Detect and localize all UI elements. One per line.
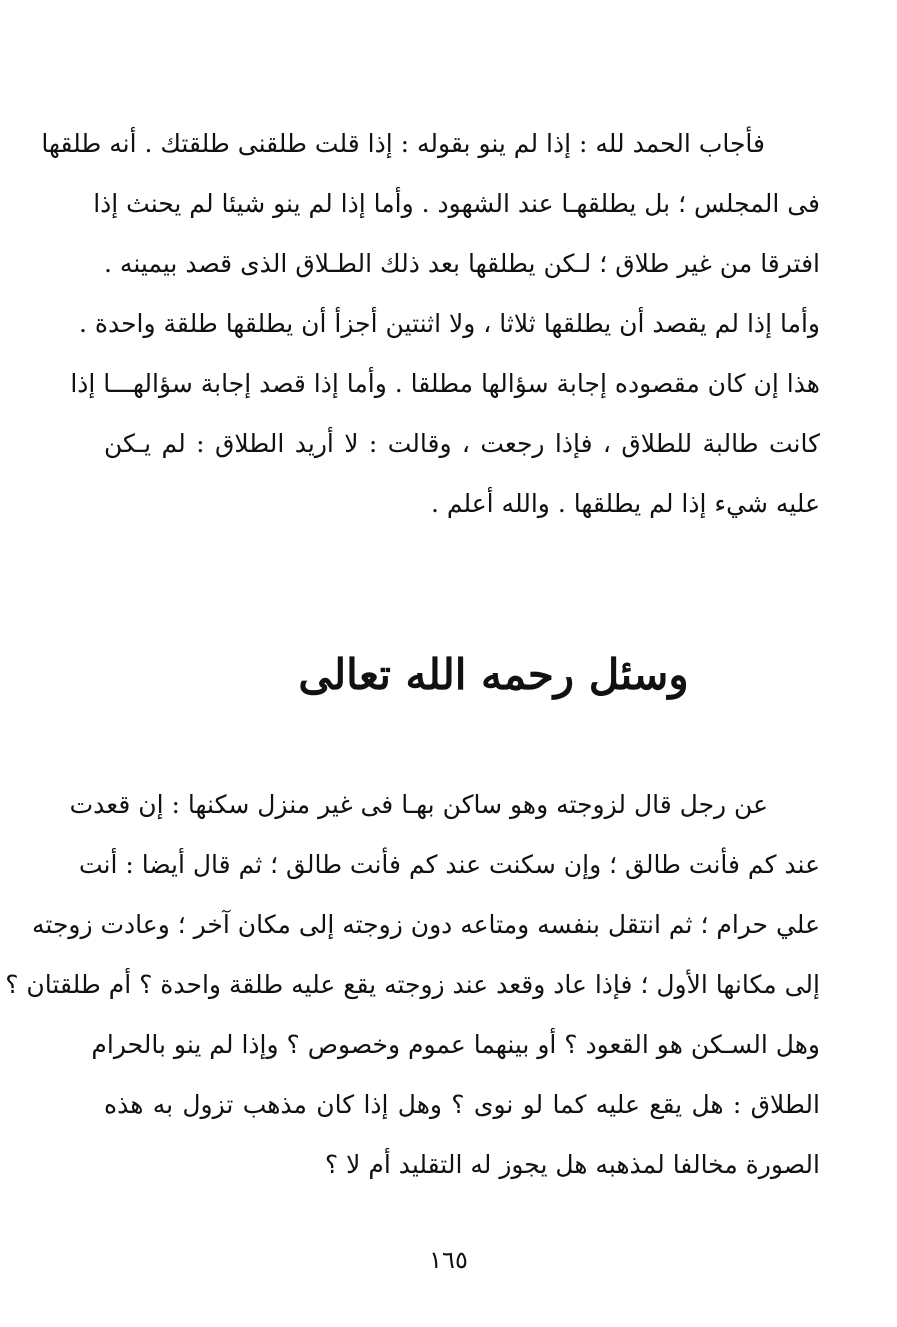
section-heading [0,640,897,710]
answer-line: عليه شيء إذا لم يطلقها . والله أعلم . [430,489,820,518]
question-line: الصورة مخالفا لمذهبه هل يجوز له التقليد أم لا ؟ [324,1150,820,1179]
question-paragraph [5,775,820,1195]
answer-line: كانت طالبة للطلاق ، فإذا رجعت ، وقالت : لا أريد الطلاق : لم يـكن [104,429,820,458]
question-line: علي حرام ؛ ثم انتقل بنفسه ومتاعه دون زوجته إلى مكان آخر ؛ وعادت زوجته [32,910,820,939]
question-line: عند كم فأنت طالق ؛ وإن سكنت عند كم فأنت طالق ؛ ثم قال أيضا : أنت [78,850,820,879]
answer-line: وأما إذا لم يقصد أن يطلقها ثلاثا ، ولا اثنتين أجزأ أن يطلقها طلقة واحدة . [78,309,820,338]
question-line: إلى مكانها الأول ؛ فإذا عاد وقعد عند زوجته يقع عليه طلقة واحدة ؟ أم طلقتان ؟ [5,970,820,999]
answer-line: فأجاب الحمد لله : إذا لم ينو بقوله : إذا قلت طلقنى طلقتك . أنه طلقها [41,129,765,158]
answer-paragraph [41,114,820,534]
answer-line: افترقا من غير طلاق ؛ لـكن يطلقها بعد ذلك الطـلاق الذى قصد بيمينه . [104,249,820,278]
page-number: ١٦٥ [429,1246,468,1274]
question-line: عن رجل قال لزوجته وهو ساكن بهـا فى غير منزل سكنها : إن قعدت [69,790,768,819]
answer-line: هذا إن كان مقصوده إجابة سؤالها مطلقا . وأما إذا قصد إجابة سؤالهـــا إذا [70,369,820,398]
answer-line: فى المجلس ؛ بل يطلقهـا عند الشهود . وأما إذا لم ينو شيئا لم يحنث إذا [93,189,820,218]
question-line: الطلاق : هل يقع عليه كما لو نوى ؟ وهل إذا كان مذهب تزول به هذه [104,1090,820,1119]
question-line: وهل السـكن هو القعود ؟ أو بينهما عموم وخصوص ؟ وإذا لم ينو بالحرام [91,1030,820,1059]
section-heading-text: وسئل رحمه الله تعالى [298,650,689,699]
